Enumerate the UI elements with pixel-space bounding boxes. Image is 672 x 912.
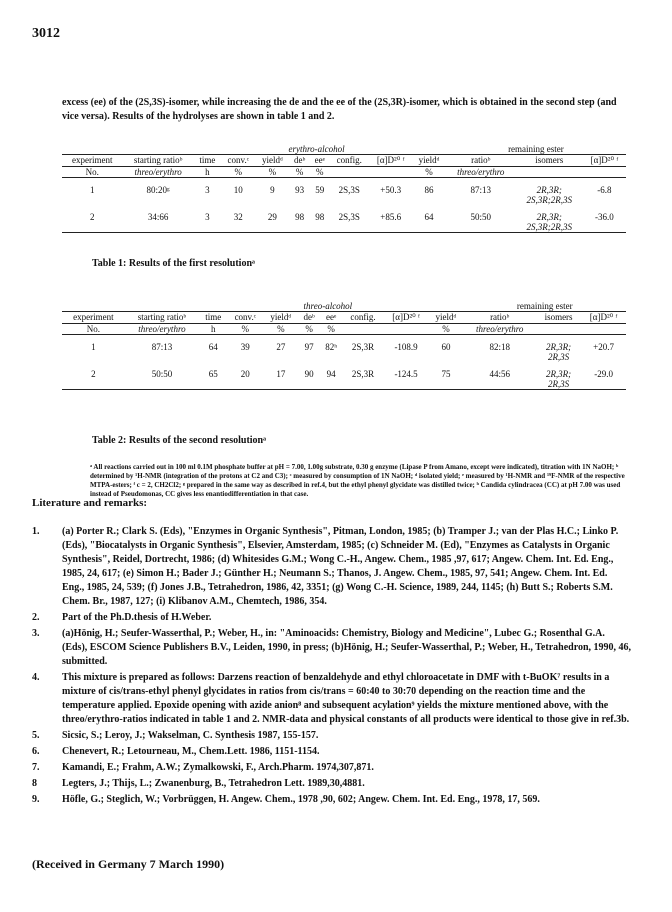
unit-cell <box>516 167 583 178</box>
table-cell: -6.8 <box>597 185 612 195</box>
table-cell: 27 <box>276 342 286 352</box>
column-header-row <box>62 155 626 167</box>
reference-text: Sicsic, S.; Leroy, J.; Wakselman, C. Synthesis 1987, 155-157. <box>62 730 319 741</box>
table-cell <box>298 352 320 362</box>
column-header: yieldᵈ <box>263 312 298 324</box>
table-cell <box>122 222 193 233</box>
column-header: [α]D²⁰ ᶠ <box>581 312 626 324</box>
unit-cell <box>583 167 626 178</box>
column-header: [α]D²⁰ ᶠ <box>583 155 626 167</box>
unit-cell: No. <box>62 324 125 335</box>
table-cell: 98 <box>315 212 325 222</box>
table-cell <box>342 352 383 362</box>
table-cell: 10 <box>233 185 243 195</box>
table-cell: 75 <box>441 369 451 379</box>
table-cell <box>227 379 263 390</box>
table-cell <box>384 352 429 362</box>
reference-number: 6. <box>32 746 40 757</box>
table-cell: 2 <box>89 212 95 222</box>
literature-heading: Literature and remarks: <box>32 497 148 509</box>
table-cell: 2R,3S <box>536 379 581 390</box>
table-cell: 80:20ᵍ <box>146 185 170 195</box>
reference-item <box>32 671 632 727</box>
unit-cell <box>581 324 626 335</box>
table-cell: 93 <box>295 185 305 195</box>
table-cell: 94 <box>326 369 336 379</box>
table-cell <box>62 195 122 205</box>
table-row <box>62 195 626 205</box>
table-cell <box>320 379 342 390</box>
table-cell <box>263 379 298 390</box>
reference-number: 9. <box>32 794 40 805</box>
results-table-1 <box>62 144 626 233</box>
table-cell: 3 <box>205 185 210 195</box>
table-cell <box>256 195 290 205</box>
column-header: conv.ᶜ <box>221 155 256 167</box>
group-header-row <box>62 301 626 312</box>
blank-cell <box>412 144 446 155</box>
table-cell <box>221 222 256 233</box>
reference-item <box>32 745 632 759</box>
table-cell: 82ʰ <box>325 342 338 352</box>
table-cell: 17 <box>276 369 286 379</box>
table-cell <box>62 352 125 362</box>
reference-text: Part of the Ph.D.thesis of H.Weber. <box>62 612 212 623</box>
reference-item <box>32 761 632 775</box>
table-row <box>62 379 626 390</box>
table-cell: 1 <box>89 185 95 195</box>
reference-item <box>32 525 632 609</box>
reference-text: Höfle, G.; Steglich, W.; Vorbrüggen, H. Angew. Chem., 1978 ,90, 602; Angew. Chem. Int. Ed. Eng., 1978, 17, 569. <box>62 794 540 805</box>
reference-number: 1. <box>32 526 40 537</box>
table-row <box>62 335 626 353</box>
column-header: yieldᵈ <box>428 312 463 324</box>
table-row <box>62 205 626 222</box>
table-cell: 60 <box>441 342 451 352</box>
unit-cell: h <box>199 324 227 335</box>
table-cell: 29 <box>267 212 277 222</box>
table-cell: 97 <box>304 342 314 352</box>
unit-cell: h <box>194 167 221 178</box>
column-header: deᵇ <box>289 155 310 167</box>
table-cell <box>62 379 125 390</box>
group-label-left: erythro-alcohol <box>221 144 412 155</box>
page-number: 3012 <box>32 26 60 41</box>
unit-cell: % <box>256 167 290 178</box>
table-cell: 82:18 <box>489 342 510 352</box>
unit-cell: threo/erythro <box>463 324 536 335</box>
table-cell: 64 <box>208 342 218 352</box>
reference-item <box>32 793 632 807</box>
results-table-2 <box>62 301 626 390</box>
reference-text: Kamandi, E.; Frahm, A.W.; Zymalkowski, F., Arch.Pharm. 1974,307,871. <box>62 762 374 773</box>
table-cell: -108.9 <box>394 342 418 352</box>
column-header: isomers <box>536 312 581 324</box>
table-cell <box>227 352 263 362</box>
table-cell <box>194 222 221 233</box>
table-cell <box>583 195 626 205</box>
table-cell <box>412 222 446 233</box>
table-cell: 2S,3R;2R,3S <box>516 222 583 233</box>
unit-cell: % <box>310 167 329 178</box>
table-cell: 44:56 <box>489 369 510 379</box>
table-cell <box>125 379 199 390</box>
table-row <box>62 222 626 233</box>
column-header: experiment <box>62 312 125 324</box>
unit-cell <box>536 324 581 335</box>
reference-number: 3. <box>32 628 40 639</box>
unit-cell: threo/erythro <box>125 324 199 335</box>
table-cell: 2S,3R <box>351 369 375 379</box>
unit-cell <box>369 167 412 178</box>
column-header: [α]D²⁰ ᶠ <box>384 312 429 324</box>
unit-cell: % <box>289 167 310 178</box>
table-cell <box>263 352 298 362</box>
blank-cell <box>428 301 463 312</box>
reference-text: (a)Hönig, H.; Seufer-Wasserthal, P.; Weber, H., in: "Aminoacids: Chemistry, Biology and Medicine", Lubec G.; Rosenthal G.A. (Eds), ESCOM Science Publishers B.V., Leiden, 1990, in press; (b)Hönig, H.; Seufer-Wasserthal, P.; Weber, H., Tetrahedron, 1990, 46, submitted. <box>62 628 632 667</box>
table-cell: 34:66 <box>147 212 169 222</box>
table-cell <box>446 195 516 205</box>
table-1-caption: Table 1: Results of the first resolutionᵃ <box>92 258 255 269</box>
table-cell <box>463 379 536 390</box>
table-cell <box>221 195 256 205</box>
column-header: ratioᵇ <box>463 312 536 324</box>
table-footnote: ᵃ All reactions carried out in 100 ml 0.1M phosphate buffer at pH = 7.00, 1.00g substrate, 0.30 g enzyme (Lipase P from Amano, except were indicated), titration with 1N NaOH; ᵇ determined by ¹H-NMR (integration of the protons at C2 and C3); ᶜ measured by consumption of 1N NaOH; ᵈ isolated yield; ᵉ measured by ¹H-NMR and ¹⁹F-NMR of the respective MTPA-esters; ᶠ c = 2, CH2Cl2; ᵍ prepared in the same way as described in ref.4, but the ethyl phenyl glycidate was distilled twice; ʰ Candida cylindracea (CC) at pH 7.00 was used instead of Pseudomonas, CC gives less enantiodifferentiation in that case. <box>90 463 625 498</box>
reference-text: (a) Porter R.; Clark S. (Eds), "Enzymes in Organic Synthesis", Pitman, London, 1985; (b) Tramper J.; van der Plas H.C.; Linko P. (Eds), "Biocatalysts in Organic Synthesis", Elsevier, Amsterdam, 1985; (c) Schneider M. (Ed), "Enzymes as Catalysts in Organic Synthesis", Reidel, Dortrecht, 1986; (d) Whitesides G.M.; Wong C.-H., Angew. Chem., 1985 ,97, 617; Angew. Chem. Int. Ed. Eng., 1985, 24, 617; (e) Simon H.; Bader J.; Günther H.; Neumann S.; Thanos, J. Angew. Chem., 1985, 97, 541; Angew. Chem. Int. Ed. Eng., 1985, 24, 539; (f) Jones J.B., Tetrahedron, 1986, 42, 3351; (g) Wong C.-H. Science, 1989, 244, 1145; (h) Butt S.; Roberts S.M. Chem. Br., 1987, 127; (i) Klibanov A.M., Chemtech, 1986, 354. <box>62 526 619 607</box>
unit-cell: threo/erythro <box>122 167 193 178</box>
reference-text: Chenevert, R.; Letourneau, M., Chem.Lett. 1986, 1151-1154. <box>62 746 320 757</box>
units-row <box>62 167 626 178</box>
table-row <box>62 178 626 196</box>
group-label-right: remaining ester <box>446 144 626 155</box>
table-cell <box>289 195 310 205</box>
table-cell <box>428 352 463 362</box>
table-cell: +20.7 <box>593 342 614 352</box>
reference-item <box>32 611 632 625</box>
reference-number: 7. <box>32 762 40 773</box>
table-2-caption: Table 2: Results of the second resolutionᵃ <box>92 435 267 446</box>
table-cell <box>199 352 227 362</box>
table-cell <box>583 222 626 233</box>
table-cell <box>62 222 122 233</box>
column-header: config. <box>329 155 369 167</box>
reference-text: This mixture is prepared as follows: Darzens reaction of benzaldehyde and ethyl chloroacetate in DMF with t-BuOK⁷ results in a mixture of cis/trans-ethyl phenyl glycidates in ratios from cis/trans = 60:40 to 30:70 depending on the reaction time and the temperature applied. Epoxide opening with azide anion⁸ and subsequent acylation⁹ yields the mixture mentioned above, with the threo/erythro-ratios indicated in table 1 and 2. NMR-data and physical constants of all products were identical to those give in ref.3b. <box>62 672 630 725</box>
table-cell <box>581 379 626 390</box>
unit-cell <box>384 324 429 335</box>
unit-cell: % <box>263 324 298 335</box>
reference-number: 2. <box>32 612 40 623</box>
table-cell: 50:50 <box>470 212 491 222</box>
column-header: starting ratioᵇ <box>125 312 199 324</box>
table-cell <box>329 222 369 233</box>
unit-cell <box>342 324 383 335</box>
column-header: ratioᵇ <box>446 155 516 167</box>
table-cell: 2R,3R; <box>545 342 572 352</box>
group-label-right: remaining ester <box>463 301 626 312</box>
table-cell: 2S,3R;2R,3S <box>526 195 572 205</box>
blank-cell <box>62 144 221 155</box>
table-cell <box>384 379 429 390</box>
table-cell: -29.0 <box>594 369 613 379</box>
column-header: time <box>194 155 221 167</box>
table-cell <box>342 379 383 390</box>
table-cell <box>446 222 516 233</box>
table-cell: 98 <box>295 212 305 222</box>
reference-item <box>32 777 632 791</box>
table-cell: -36.0 <box>595 212 614 222</box>
table-cell: -124.5 <box>394 369 418 379</box>
table-cell <box>310 222 329 233</box>
table-cell: 87:13 <box>470 185 491 195</box>
table-cell <box>199 379 227 390</box>
reference-item <box>32 729 632 743</box>
table-cell <box>298 379 320 390</box>
table-cell: 9 <box>270 185 275 195</box>
reference-number: 8 <box>32 778 37 789</box>
column-header: eeᵉ <box>310 155 329 167</box>
column-header: eeᵉ <box>320 312 342 324</box>
table-cell: 2S,3S <box>338 185 360 195</box>
table-cell <box>581 352 626 362</box>
reference-item <box>32 627 632 669</box>
table-cell: 2R,3R; <box>545 369 572 379</box>
received-date: (Received in Germany 7 March 1990) <box>32 857 225 871</box>
table-cell <box>428 379 463 390</box>
column-header: yieldᵈ <box>412 155 446 167</box>
table-cell <box>289 222 310 233</box>
unit-cell: % <box>221 167 256 178</box>
table-cell: 86 <box>424 185 434 195</box>
table-cell: 1 <box>91 342 96 352</box>
column-header: yieldᵈ <box>256 155 290 167</box>
reference-text: Legters, J.; Thijs, L.; Zwanenburg, B., Tetrahedron Lett. 1989,30,4881. <box>62 778 365 789</box>
unit-cell: % <box>320 324 342 335</box>
table-cell: 2R,3S <box>547 352 570 362</box>
table-cell: 2S,3S <box>338 212 360 222</box>
column-header: isomers <box>516 155 583 167</box>
column-header: conv.ᶜ <box>227 312 263 324</box>
intro-paragraph: excess (ee) of the (2S,3S)-isomer, while increasing the de and the ee of the (2S,3R)-isomer, which is obtained in the second step (and vice versa). Results of the hydrolyses are shown in table 1 and 2. <box>62 97 617 122</box>
table-cell: 20 <box>240 369 250 379</box>
table-cell: 2 <box>91 369 96 379</box>
table-cell <box>412 195 446 205</box>
table-cell <box>125 352 199 362</box>
table-cell <box>369 195 412 205</box>
table-cell: 90 <box>304 369 314 379</box>
table-cell: 64 <box>424 212 434 222</box>
table-row <box>62 352 626 362</box>
reference-number: 5. <box>32 730 40 741</box>
table-cell <box>310 195 329 205</box>
column-header: experiment <box>62 155 122 167</box>
group-header-row <box>62 144 626 155</box>
column-header-row <box>62 312 626 324</box>
units-row <box>62 324 626 335</box>
column-header: config. <box>342 312 383 324</box>
table-cell: +50.3 <box>380 185 402 195</box>
table-cell: 2R,3R; <box>536 185 562 195</box>
table-cell <box>122 195 193 205</box>
table-cell: 65 <box>208 369 218 379</box>
table-cell <box>256 222 290 233</box>
table-cell <box>463 352 536 362</box>
unit-cell: threo/erythro <box>446 167 516 178</box>
table-cell: 59 <box>315 185 325 195</box>
unit-cell: % <box>298 324 320 335</box>
reference-list <box>32 525 632 809</box>
table-cell: 50:50 <box>151 369 173 379</box>
column-header: starting ratioᵇ <box>122 155 193 167</box>
unit-cell: % <box>412 167 446 178</box>
table-cell: 3 <box>205 212 210 222</box>
column-header: time <box>199 312 227 324</box>
unit-cell: % <box>227 324 263 335</box>
group-label-left: threo-alcohol <box>227 301 428 312</box>
unit-cell: No. <box>62 167 122 178</box>
table-cell <box>194 195 221 205</box>
table-row <box>62 362 626 379</box>
table-cell: 2R,3R; <box>536 212 562 222</box>
table-cell <box>329 195 369 205</box>
reference-number: 4. <box>32 672 40 683</box>
table-cell: 32 <box>233 212 243 222</box>
table-cell: 87:13 <box>151 342 173 352</box>
table-cell: +85.6 <box>380 212 402 222</box>
table-cell: 39 <box>240 342 250 352</box>
table-cell: 2S,3R <box>351 342 375 352</box>
unit-cell <box>329 167 369 178</box>
column-header: deᵇ <box>298 312 320 324</box>
column-header: [α]D²⁰ ᶠ <box>369 155 412 167</box>
blank-cell <box>62 301 227 312</box>
table-cell <box>369 222 412 233</box>
unit-cell: % <box>428 324 463 335</box>
table-cell <box>320 352 342 362</box>
